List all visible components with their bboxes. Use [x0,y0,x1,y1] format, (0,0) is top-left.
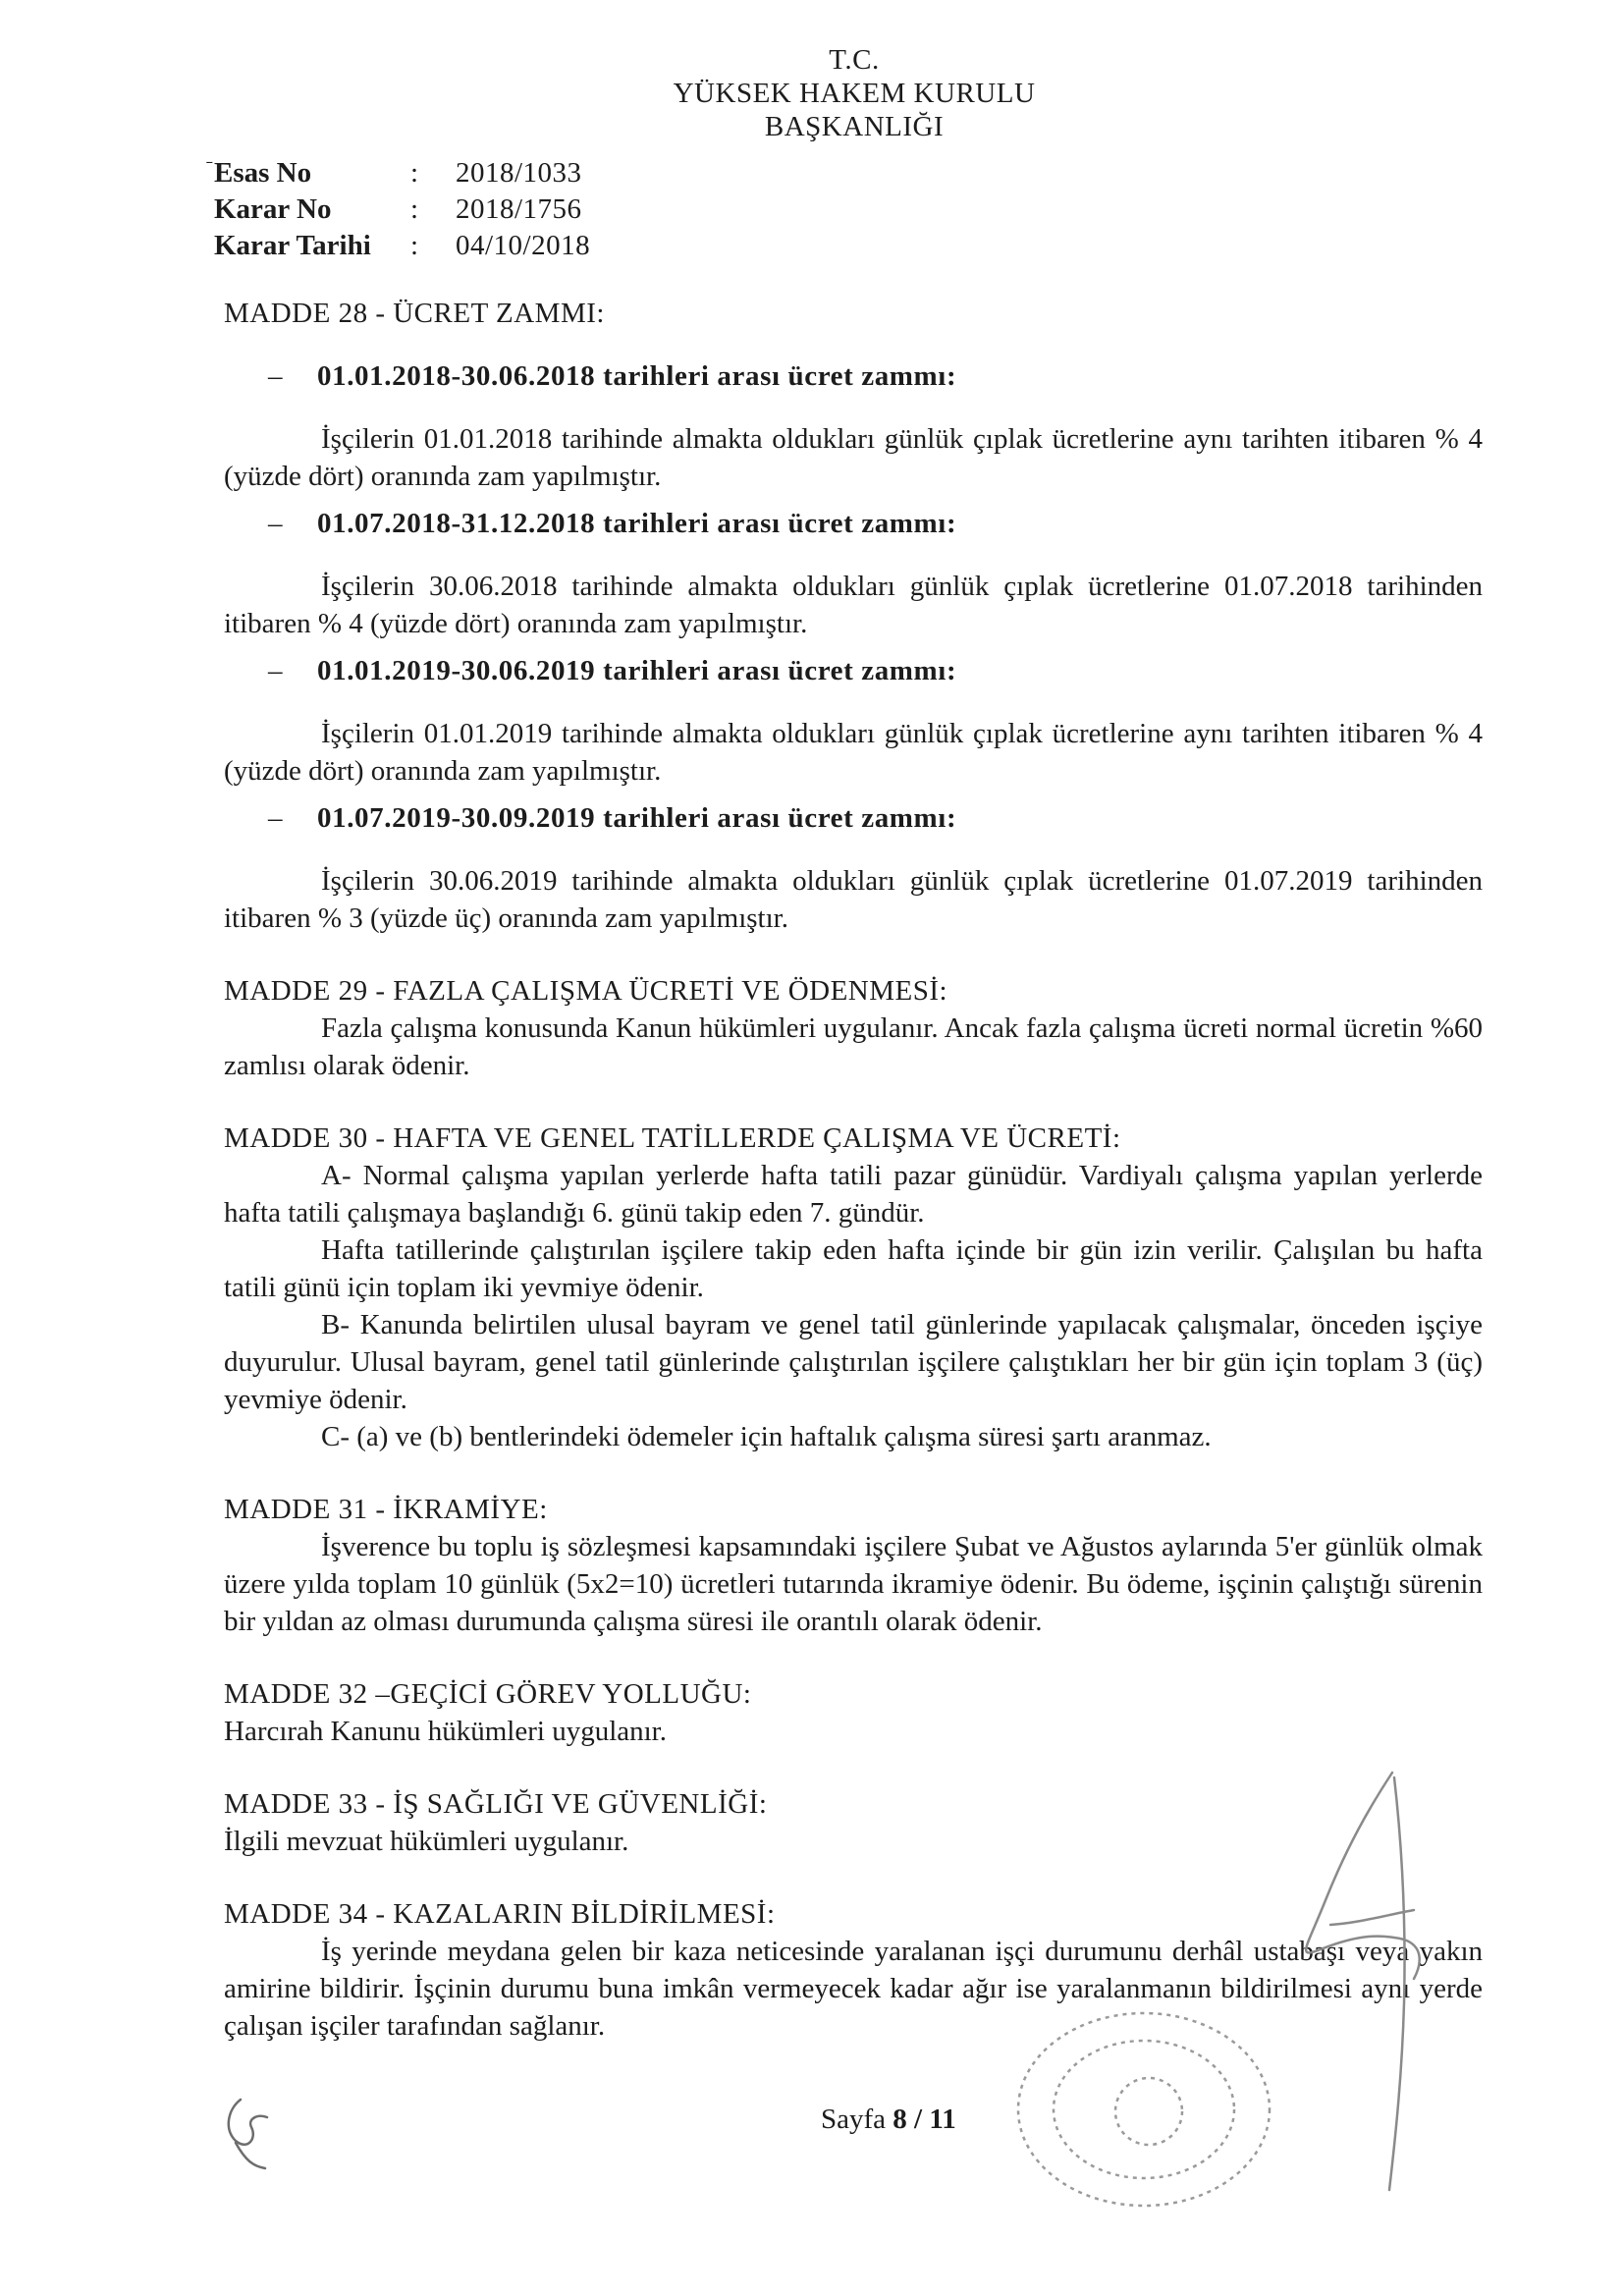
header-institution: YÜKSEK HAKEM KURULU [673,78,1036,109]
period-text: İşçilerin 30.06.2019 tarihinde almakta oldukları günlük çıplak ücretlerine 01.07.2019 tarihinden itibaren % 3 (yüzde üç) oranında zam yapılmıştır. [224,865,1483,934]
period-heading: – 01.07.2019-30.09.2019 tarihleri arası ücret zammı: [268,799,1483,837]
madde-32-title: MADDE 32 –GEÇİCİ GÖREV YOLLUĞU: [224,1678,752,1710]
period-text: İşçilerin 01.01.2018 tarihinde almakta oldukları günlük çıplak ücretlerine aynı tarihten itibaren % 4 (yüzde dört) oranında zam yapılmıştır. [224,423,1483,492]
karar-label: Karar No [214,193,332,225]
madde-28-title: MADDE 28 - ÜCRET ZAMMI: [224,298,605,329]
tarih-value: 04/10/2018 [456,230,591,261]
handwritten-signature [1306,1773,1420,2190]
page-label: Sayfa [821,2104,887,2135]
karar-value: 2018/1756 [456,193,582,225]
dash-bullet: – [268,655,283,686]
initials-mark [229,2100,267,2168]
madde-30-paragraph: Hafta tatillerinde çalıştırılan işçilere takip eden hafta içinde bir gün izin verilir. Çalışılan bu hafta tatili günü için toplam iki yevmiye ödenir. [224,1234,1483,1303]
tarih-label: Karar Tarihi [214,230,371,261]
madde-31-text: İşverence bu toplu iş sözleşmesi kapsamındaki işçilere Şubat ve Ağustos aylarında 5'er günlük olmak üzere yılda toplam 10 günlük (5x2=10) ücretleri tutarında ikramiye ödenir. Bu ödeme, işçinin çalıştığı sürenin bir yıldan az olması durumunda çalışma süresi ile orantılı olarak ödenir. [224,1531,1483,1637]
header-tc: T.C. [829,44,880,76]
madde-30-paragraph: B- Kanunda belirtilen ulusal bayram ve genel tatil günlerinde yapılacak çalışmalar, önceden işçiye duyurulur. Ulusal bayram, genel tatil günlerinde çalıştırılan işçilere çalıştıkları her bir gün için toplam 3 (üç) yevmiye ödenir. [224,1309,1483,1415]
esas-label: Esas No [214,157,312,189]
header-office: BAŞKANLIĞI [764,111,945,142]
madde-34-title: MADDE 34 - KAZALARIN BİLDİRİLMESİ: [224,1898,776,1930]
madde-30-title: MADDE 30 - HAFTA VE GENEL TATİLLERDE ÇALIŞMA VE ÜCRETİ: [224,1122,1121,1154]
madde-30-paragraph: A- Normal çalışma yapılan yerlerde hafta tatili pazar günüdür. Vardiyalı çalışma yapılan yerlerde hafta tatili çalışmaya başlandığı 6. günü takip eden 7. gündür. [224,1160,1483,1229]
dash-bullet: – [268,802,283,834]
esas-value: 2018/1033 [456,157,582,189]
period-text: İşçilerin 30.06.2018 tarihinde almakta oldukları günlük çıplak ücretlerine 01.07.2018 tarihinden itibaren % 4 (yüzde dört) oranında zam yapılmıştır. [224,571,1483,639]
colon: : [410,230,419,261]
madde-30-paragraph: C- (a) ve (b) bentlerindeki ödemeler için haftalık çalışma süresi şartı aranmaz. [321,1421,1212,1452]
madde-34-text: İş yerinde meydana gelen bir kaza neticesinde yaralanan işçi durumunu derhâl ustabaşı veya yakın amirine bildirir. İşçinin durumu buna imkân vermeyecek kadar ağır ise yaralanmanın bildirilmesi aynı yerde çalışan işçiler tarafından sağlanır. [224,1936,1483,2042]
colon: : [410,193,419,225]
period-heading: – 01.01.2019-30.06.2019 tarihleri arası ücret zammı: [268,652,1483,689]
madde-31-title: MADDE 31 - İKRAMİYE: [224,1494,548,1525]
madde-32-text: Harcırah Kanunu hükümleri uygulanır. [224,1716,667,1747]
madde-33-title: MADDE 33 - İŞ SAĞLIĞI VE GÜVENLİĞİ: [224,1788,768,1820]
period-text: İşçilerin 01.01.2019 tarihinde almakta oldukları günlük çıplak ücretlerine aynı tarihten itibaren % 4 (yüzde dört) oranında zam yapılmıştır. [224,718,1483,787]
madde-33-text: İlgili mevzuat hükümleri uygulanır. [224,1826,629,1857]
dash-bullet: – [268,360,283,392]
colon: : [410,157,419,189]
period-heading: – 01.07.2018-31.12.2018 tarihleri arası ücret zammı: [268,505,1483,542]
dash-bullet: – [268,508,283,539]
scan-mark: ˉ [206,157,213,179]
madde-29-text: Fazla çalışma konusunda Kanun hükümleri uygulanır. Ancak fazla çalışma ücreti normal ücretin %60 zamlısı olarak ödenir. [224,1012,1483,1081]
madde-29-title: MADDE 29 - FAZLA ÇALIŞMA ÜCRETİ VE ÖDENMESİ: [224,975,948,1007]
page-count: 8 / 11 [893,2104,956,2135]
official-stamp [1018,2013,1270,2206]
period-heading: – 01.01.2018-30.06.2018 tarihleri arası ücret zammı: [268,357,1483,395]
